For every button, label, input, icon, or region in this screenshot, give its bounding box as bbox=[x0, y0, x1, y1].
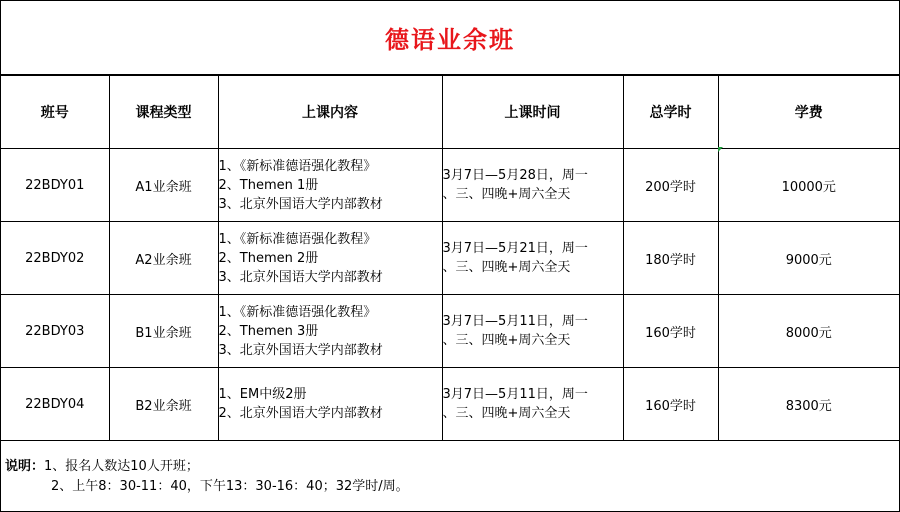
course-type-cell[interactable]: B2业余班 bbox=[109, 368, 218, 441]
page-title: 德语业余班 bbox=[1, 1, 899, 75]
content-cell[interactable] bbox=[218, 149, 442, 222]
schedule-line: 3月7日—5月11日，周一 bbox=[442, 314, 588, 329]
hours-cell[interactable]: 200学时 bbox=[623, 149, 718, 222]
content-line: 1、EM中级2册 bbox=[218, 387, 307, 402]
header-course-type[interactable]: 课程类型 bbox=[109, 76, 218, 149]
header-class-code[interactable]: 班号 bbox=[1, 76, 109, 149]
header-content[interactable]: 上课内容 bbox=[218, 76, 442, 149]
schedule-line: 、三、四晚+周六全天 bbox=[442, 333, 571, 348]
class-code-cell[interactable]: 22BDY01 bbox=[1, 149, 109, 222]
schedule-cell[interactable] bbox=[442, 295, 623, 368]
hours-cell[interactable]: 180学时 bbox=[623, 222, 718, 295]
course-type-cell[interactable]: B1业余班 bbox=[109, 295, 218, 368]
content-line: 3、北京外国语大学内部教材 bbox=[218, 269, 383, 285]
hours-cell[interactable]: 160学时 bbox=[623, 368, 718, 441]
header-row bbox=[1, 76, 899, 149]
schedule-line: 3月7日—5月21日，周一 bbox=[442, 241, 588, 256]
table-row bbox=[1, 149, 899, 222]
schedule-line: 3月7日—5月11日，周一 bbox=[442, 387, 588, 402]
content-line: 2、Themen 2册 bbox=[218, 250, 319, 266]
course-type-cell[interactable]: A2业余班 bbox=[109, 222, 218, 295]
table-row bbox=[1, 295, 899, 368]
schedule-line: 、三、四晚+周六全天 bbox=[442, 260, 571, 275]
content-line: 1、《新标准德语强化教程》 bbox=[218, 231, 377, 247]
table-row bbox=[1, 222, 899, 295]
schedule-line: 、三、四晚+周六全天 bbox=[442, 406, 571, 421]
hours-cell[interactable]: 160学时 bbox=[623, 295, 718, 368]
note-line-1 bbox=[5, 458, 199, 476]
course-table bbox=[1, 75, 899, 441]
notes-label: 说明： bbox=[5, 459, 45, 474]
class-code-cell[interactable]: 22BDY04 bbox=[1, 368, 109, 441]
content-cell[interactable] bbox=[218, 368, 442, 441]
content-line: 2、Themen 1册 bbox=[218, 177, 319, 193]
note-text-1: 1、报名人数达10人开班； bbox=[44, 459, 199, 474]
fee-cell[interactable]: 10000元 bbox=[718, 149, 899, 222]
fee-cell[interactable]: 8000元 bbox=[718, 295, 899, 368]
content-line: 3、北京外国语大学内部教材 bbox=[218, 196, 383, 212]
schedule-cell[interactable] bbox=[442, 368, 623, 441]
content-cell[interactable] bbox=[218, 295, 442, 368]
content-line: 2、北京外国语大学内部教材 bbox=[218, 406, 383, 421]
header-total-hours[interactable]: 总学时 bbox=[623, 76, 718, 149]
schedule-cell[interactable] bbox=[442, 149, 623, 222]
table-row bbox=[1, 368, 899, 441]
class-code-cell[interactable]: 22BDY03 bbox=[1, 295, 109, 368]
class-code-cell[interactable]: 22BDY02 bbox=[1, 222, 109, 295]
header-fee[interactable]: 学费 bbox=[718, 76, 899, 149]
note-line-2: 2、上午8：30-11：40，下午13：30-16：40；32学时/周。 bbox=[51, 479, 409, 494]
content-line: 2、Themen 3册 bbox=[218, 323, 319, 339]
content-line: 3、北京外国语大学内部教材 bbox=[218, 342, 383, 358]
schedule-line: 、三、四晚+周六全天 bbox=[442, 187, 571, 202]
header-schedule[interactable]: 上课时间 bbox=[442, 76, 623, 149]
fee-cell[interactable]: 8300元 bbox=[718, 368, 899, 441]
course-type-cell[interactable]: A1业余班 bbox=[109, 149, 218, 222]
notes-section[interactable] bbox=[1, 440, 899, 512]
content-line: 1、《新标准德语强化教程》 bbox=[218, 304, 377, 320]
schedule-cell[interactable] bbox=[442, 222, 623, 295]
comment-marker-icon bbox=[718, 147, 723, 152]
fee-cell[interactable]: 9000元 bbox=[718, 222, 899, 295]
content-cell[interactable] bbox=[218, 222, 442, 295]
content-line: 1、《新标准德语强化教程》 bbox=[218, 158, 377, 174]
schedule-line: 3月7日—5月28日，周一 bbox=[442, 168, 588, 183]
